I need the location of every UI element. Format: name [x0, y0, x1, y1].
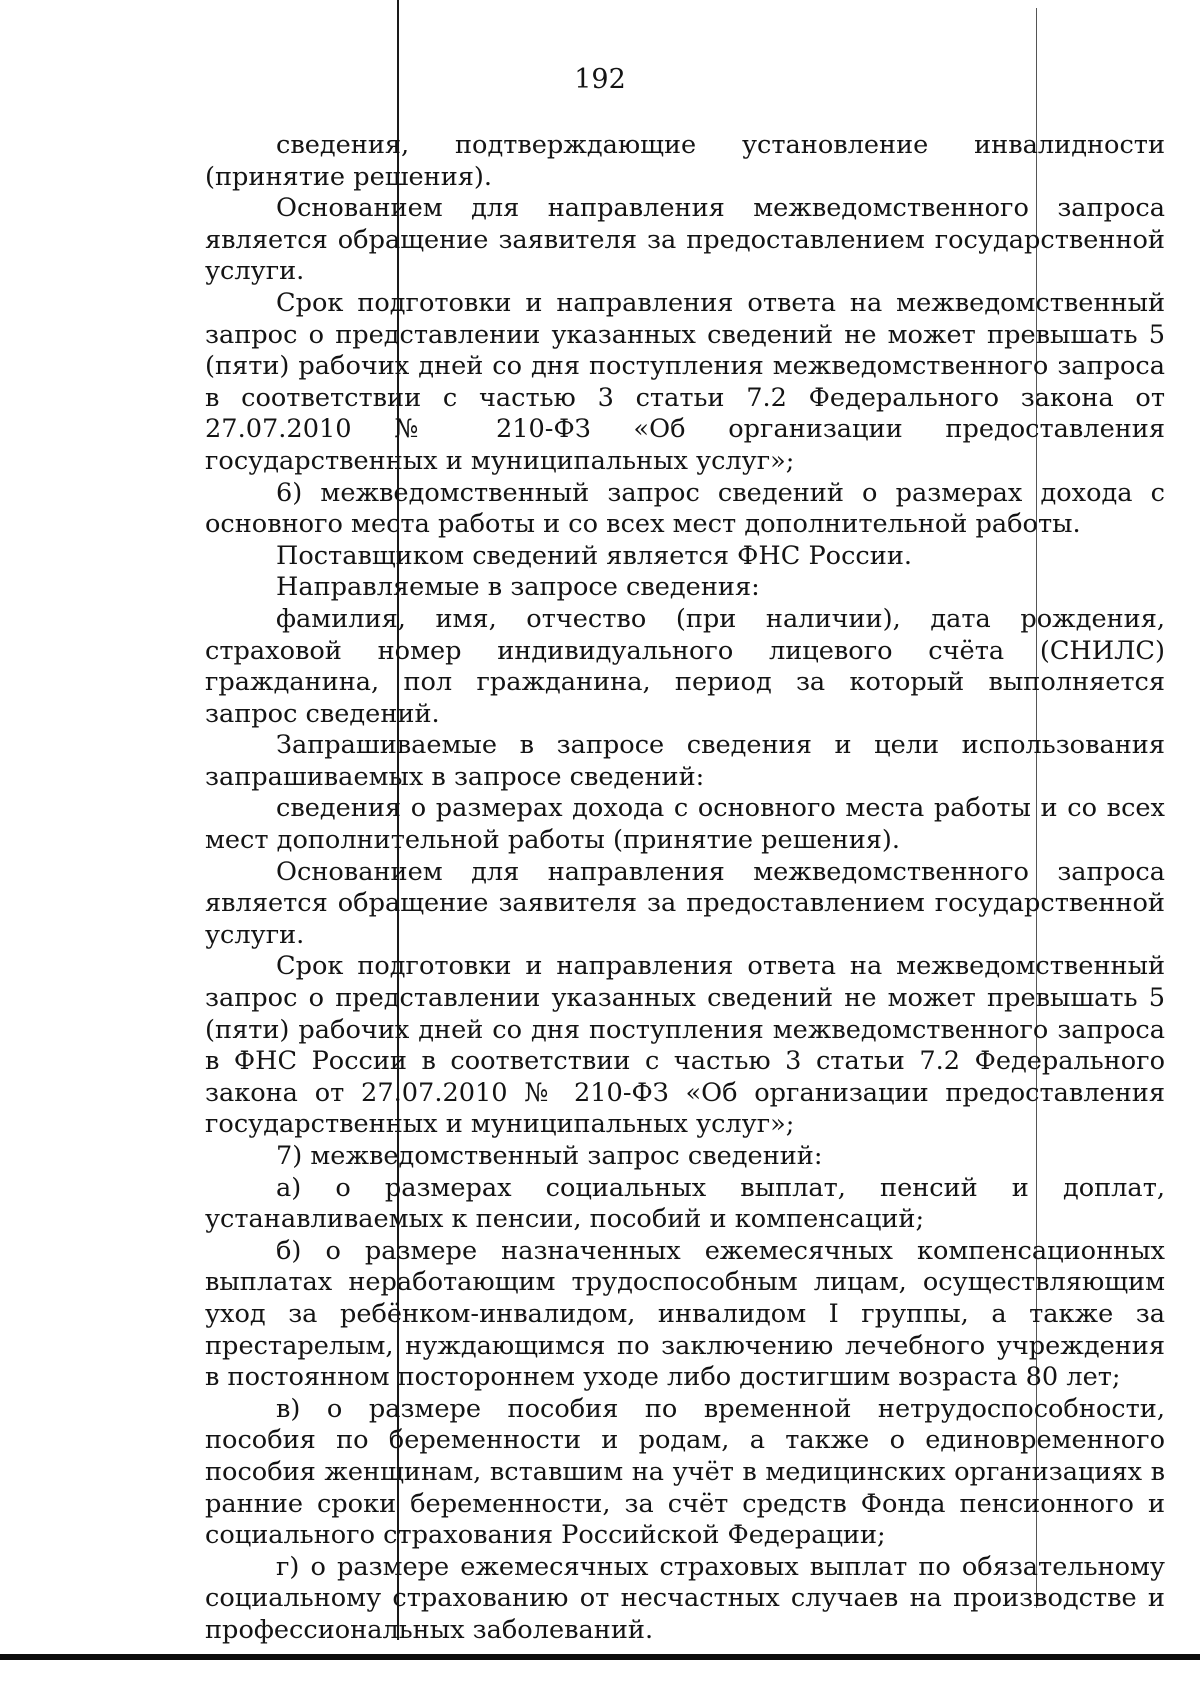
paragraph: 7) межведомственный запрос сведений:: [276, 1141, 823, 1171]
page-number: 192: [574, 64, 626, 95]
paragraph: г) о размере ежемесячных страховых выплат по обязательному социальному страхованию от несчастных случаев на производстве и профессиональных заболеваний.: [205, 1551, 1165, 1645]
paragraph: Срок подготовки и направления ответа на межведомственный запрос о представлении указанных сведений не может превышать 5 (пяти) рабочих дней со дня поступления межведомственного запроса в соответствии с частью 3 статьи 7.2 Федерального закона от 27.07.2010 № 210-ФЗ «Об организации предоставления государственных и муниципальных услуг»;: [205, 287, 1165, 476]
scan-bottom-edge: [0, 1654, 1200, 1660]
document-body: [205, 130, 1165, 1647]
paragraph: Срок подготовки и направления ответа на межведомственный запрос о представлении указанных сведений не может превышать 5 (пяти) рабочих дней со дня поступления межведомственного запроса в ФНС России в соответствии с частью 3 статьи 7.2 Федерального закона от 27.07.2010 № 210-ФЗ «Об организации предоставления государственных и муниципальных услуг»;: [205, 951, 1165, 1140]
paragraph: Запрашиваемые в запросе сведения и цели использования запрашиваемых в запросе сведений:: [205, 730, 1165, 792]
paragraph: фамилия, имя, отчество (при наличии), дата рождения, страховой номер индивидуального лицевого счёта (СНИЛС) гражданина, пол гражданина, период за который выполняется запрос сведений.: [205, 603, 1165, 729]
paragraph: сведения о размерах дохода с основного места работы и со всех мест дополнительной работы (принятие решения).: [205, 793, 1165, 856]
paragraph: а) о размерах социальных выплат, пенсий и доплат, устанавливаемых к пенсии, пособий и компенсаций;: [205, 1172, 1165, 1235]
paragraph: Основанием для направления межведомственного запроса является обращение заявителя за предоставлением государственной услуги.: [205, 193, 1165, 287]
paragraph: 6) межведомственный запрос сведений о размерах дохода с основного места работы и со всех мест дополнительной работы.: [205, 477, 1165, 540]
paragraph: Направляемые в запросе сведения:: [276, 572, 760, 603]
paragraph: б) о размере назначенных ежемесячных компенсационных выплатах неработающим трудоспособным лицам, осуществляющим уход за ребёнком-инвалидом, инвалидом I группы, а также за престарелым, нуждающимся по заключению лечебного учреждения в постоянном постороннем уходе либо достигшим возраста 80 лет;: [205, 1235, 1165, 1393]
paragraph: в) о размере пособия по временной нетрудоспособности, пособия по беременности и родам, а также о единовременного пособия женщинам, вставшим на учёт в медицинских организациях в ранние сроки беременности, за счёт средств Фонда пенсионного и социального страхования Российской Федерации;: [205, 1393, 1165, 1551]
paragraph: Основанием для направления межведомственного запроса является обращение заявителя за предоставлением государственной услуги.: [205, 856, 1165, 950]
paragraph: Поставщиком сведений является ФНС России.: [276, 540, 913, 571]
paragraph: сведения, подтверждающие установление инвалидности (принятие решения).: [205, 130, 1165, 192]
